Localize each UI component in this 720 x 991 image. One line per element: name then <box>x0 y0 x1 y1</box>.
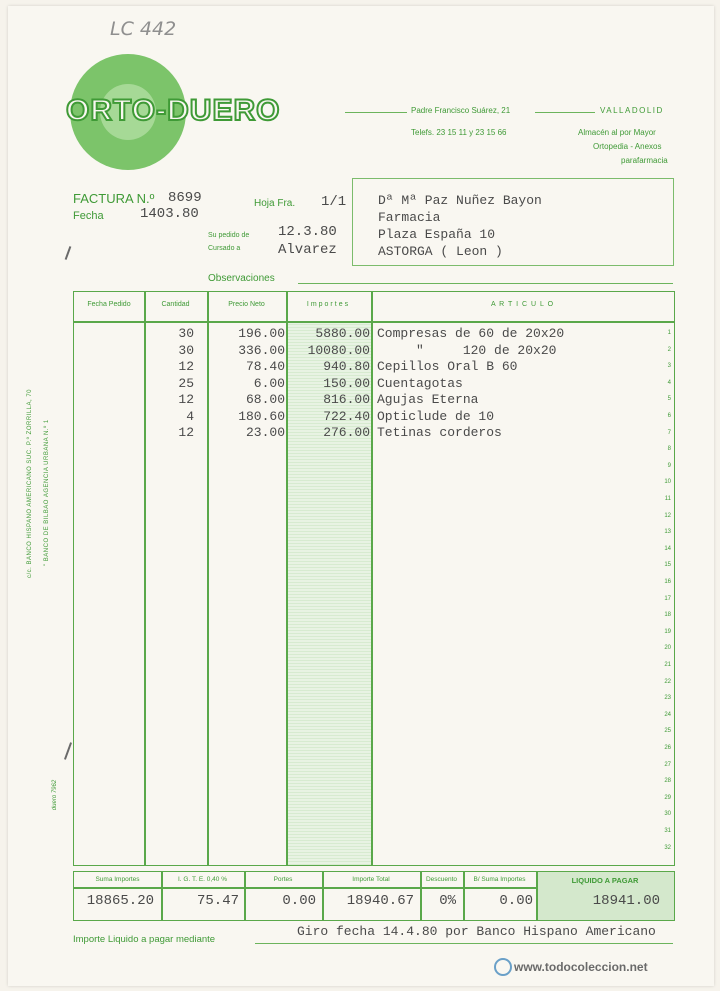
company-logo-text: ORTO-DUERO <box>66 94 281 127</box>
bank-info-1: c/c. BANCO HISPANO AMERICANO SUC. P.º ZORRILLA, 70 <box>27 388 33 578</box>
cell-articulo: Cepillos Oral B 60 <box>377 359 518 374</box>
cell-articulo: Opticlude de 10 <box>377 408 495 424</box>
footer-payment: Giro fecha 14.4.80 por Banco Hispano Americano <box>297 924 656 939</box>
row-number: 30 <box>664 811 671 818</box>
totals-table <box>73 871 675 921</box>
hoja-label: Hoja Fra. <box>254 198 296 209</box>
table-row <box>74 326 674 342</box>
row-number: 4 <box>667 379 671 386</box>
row-number: 23 <box>664 695 671 702</box>
cursado-value: Alvarez <box>278 242 337 258</box>
cell-importe: 722.40 <box>323 408 370 424</box>
observaciones-label: Observaciones <box>208 273 275 284</box>
hoja-value: 1/1 <box>321 194 347 210</box>
company-tagline-1: Almacén al por Mayor <box>578 128 656 137</box>
cell-precio: 336.00 <box>238 342 285 358</box>
row-number: 14 <box>664 545 671 552</box>
bank-info-2: " BANCO DE BILBAO AGENCIA URBANA N.º 1 <box>44 419 50 566</box>
printer-mark: duero 7962 <box>52 779 59 811</box>
totals-header-total: Importe Total <box>352 876 390 883</box>
row-number: 28 <box>664 778 671 785</box>
row-number: 2 <box>667 346 671 353</box>
cell-precio: 6.00 <box>253 375 285 391</box>
customer-city: ASTORGA ( Leon ) <box>378 244 503 259</box>
row-number: 13 <box>664 529 671 536</box>
totals-header-igte: I. G. T. E. 0,40 % <box>177 876 227 883</box>
totals-header-suma: Suma Importes <box>95 876 140 883</box>
pedido-label: Su pedido de <box>208 232 250 239</box>
row-number: 1 <box>667 330 671 336</box>
header-fecha-pedido: Fecha Pedido <box>87 301 131 308</box>
fecha-value: 1403.80 <box>140 206 199 222</box>
row-number: 24 <box>664 711 671 718</box>
row-number: 16 <box>664 579 671 585</box>
totals-header-bsuma: B/ Suma Importes <box>473 876 526 883</box>
row-number: 5 <box>667 396 671 403</box>
handwritten-ref: LC 442 <box>110 18 177 40</box>
footer-label: Importe Liquido a pagar mediante <box>73 934 216 945</box>
suma-value: 18865.20 <box>86 893 154 909</box>
cell-articulo: Compresas de 60 de 20x20 <box>377 326 565 341</box>
articles-table <box>73 291 675 866</box>
company-city: VALLADOLID <box>600 106 664 115</box>
cell-importe: 816.00 <box>323 392 370 407</box>
totals-header-portes: Portes <box>273 876 293 883</box>
header-rule-2 <box>535 112 595 113</box>
cell-cantidad: 12 <box>178 359 194 374</box>
fecha-label: Fecha <box>73 210 104 222</box>
cell-importe: 5880.00 <box>315 326 370 341</box>
factura-number: 8699 <box>168 190 202 206</box>
header-cantidad: Cantidad <box>161 301 190 308</box>
cell-articulo: Agujas Eterna <box>377 392 479 407</box>
table-row <box>74 392 674 408</box>
cell-importe: 150.00 <box>323 375 370 391</box>
cursado-label: Cursado a <box>208 245 241 252</box>
cell-precio: 23.00 <box>245 425 285 440</box>
row-number: 7 <box>667 429 671 436</box>
cell-articulo: " 120 de 20x20 <box>377 342 557 358</box>
company-street: Padre Francisco Suárez, 21 <box>411 106 511 115</box>
row-number: 29 <box>664 794 671 801</box>
company-tagline-2: Ortopedia - Anexos <box>593 142 662 151</box>
cell-precio: 196.00 <box>238 326 285 341</box>
cell-cantidad: 4 <box>186 408 194 424</box>
cell-cantidad: 30 <box>178 342 194 358</box>
row-number: 6 <box>667 413 671 419</box>
totals-header-descuento: Descuento <box>425 876 458 883</box>
row-number: 20 <box>664 645 671 652</box>
watermark-text: www.todocoleccion.net <box>514 960 648 974</box>
totals-header-liquido: LIQUIDO A PAGAR <box>571 876 639 885</box>
cell-cantidad: 12 <box>178 425 194 440</box>
row-number: 27 <box>664 761 671 768</box>
table-row <box>74 409 674 425</box>
row-number: 17 <box>664 595 671 602</box>
company-phones: Telefs. 23 15 11 y 23 15 66 <box>411 128 507 137</box>
descuento-value: 0% <box>439 893 456 909</box>
row-number: 25 <box>664 728 671 735</box>
cell-cantidad: 25 <box>178 375 194 391</box>
watermark-logo-icon <box>494 958 512 976</box>
liquido-value: 18941.00 <box>592 893 660 909</box>
row-number: 8 <box>667 446 671 453</box>
company-tagline-3: parafarmacia <box>621 156 668 165</box>
total-value: 18940.67 <box>346 893 414 909</box>
customer-street: Plaza España 10 <box>378 227 496 242</box>
cell-importe: 276.00 <box>323 425 370 440</box>
row-number: 15 <box>664 562 671 569</box>
row-number: 32 <box>664 844 671 851</box>
header-articulo: A R T I C U L O <box>490 301 555 308</box>
row-number: 3 <box>667 363 671 370</box>
row-number: 10 <box>664 479 671 486</box>
cell-articulo: Tetinas corderos <box>377 425 502 440</box>
bsuma-value: 0.00 <box>499 893 533 909</box>
cell-cantidad: 12 <box>178 392 194 407</box>
table-row <box>74 425 674 441</box>
row-number: 18 <box>664 612 671 619</box>
cell-articulo: Cuentagotas <box>377 375 463 391</box>
row-number: 22 <box>664 678 671 685</box>
row-number: 12 <box>664 512 671 519</box>
footer-line <box>255 943 673 944</box>
cell-precio: 68.00 <box>245 392 285 407</box>
header-rule-1 <box>345 112 407 113</box>
cell-precio: 180.60 <box>238 408 285 424</box>
row-number: 21 <box>664 662 671 668</box>
cell-importe: 940.80 <box>323 359 370 374</box>
customer-name: Dª Mª Paz Nuñez Bayon <box>378 193 542 208</box>
table-row <box>74 359 674 375</box>
header-importes: Importes <box>306 301 351 308</box>
header-precio-neto: Precio Neto <box>228 301 265 308</box>
customer-business: Farmacia <box>378 210 441 225</box>
table-row <box>74 343 674 359</box>
cell-precio: 78.40 <box>245 359 285 374</box>
portes-value: 0.00 <box>282 893 316 909</box>
table-row <box>74 376 674 392</box>
row-number: 31 <box>664 828 671 834</box>
pedido-value: 12.3.80 <box>278 224 337 240</box>
table-header-rule <box>74 321 674 323</box>
cell-cantidad: 30 <box>178 326 194 341</box>
row-number: 26 <box>664 745 671 751</box>
cell-importe: 10080.00 <box>307 342 370 358</box>
row-number: 11 <box>664 496 671 502</box>
observaciones-line <box>298 283 673 284</box>
igte-value: 75.47 <box>196 893 239 909</box>
row-number: 19 <box>664 628 671 635</box>
factura-label: FACTURA N.º <box>73 191 155 206</box>
row-number: 9 <box>667 462 671 469</box>
